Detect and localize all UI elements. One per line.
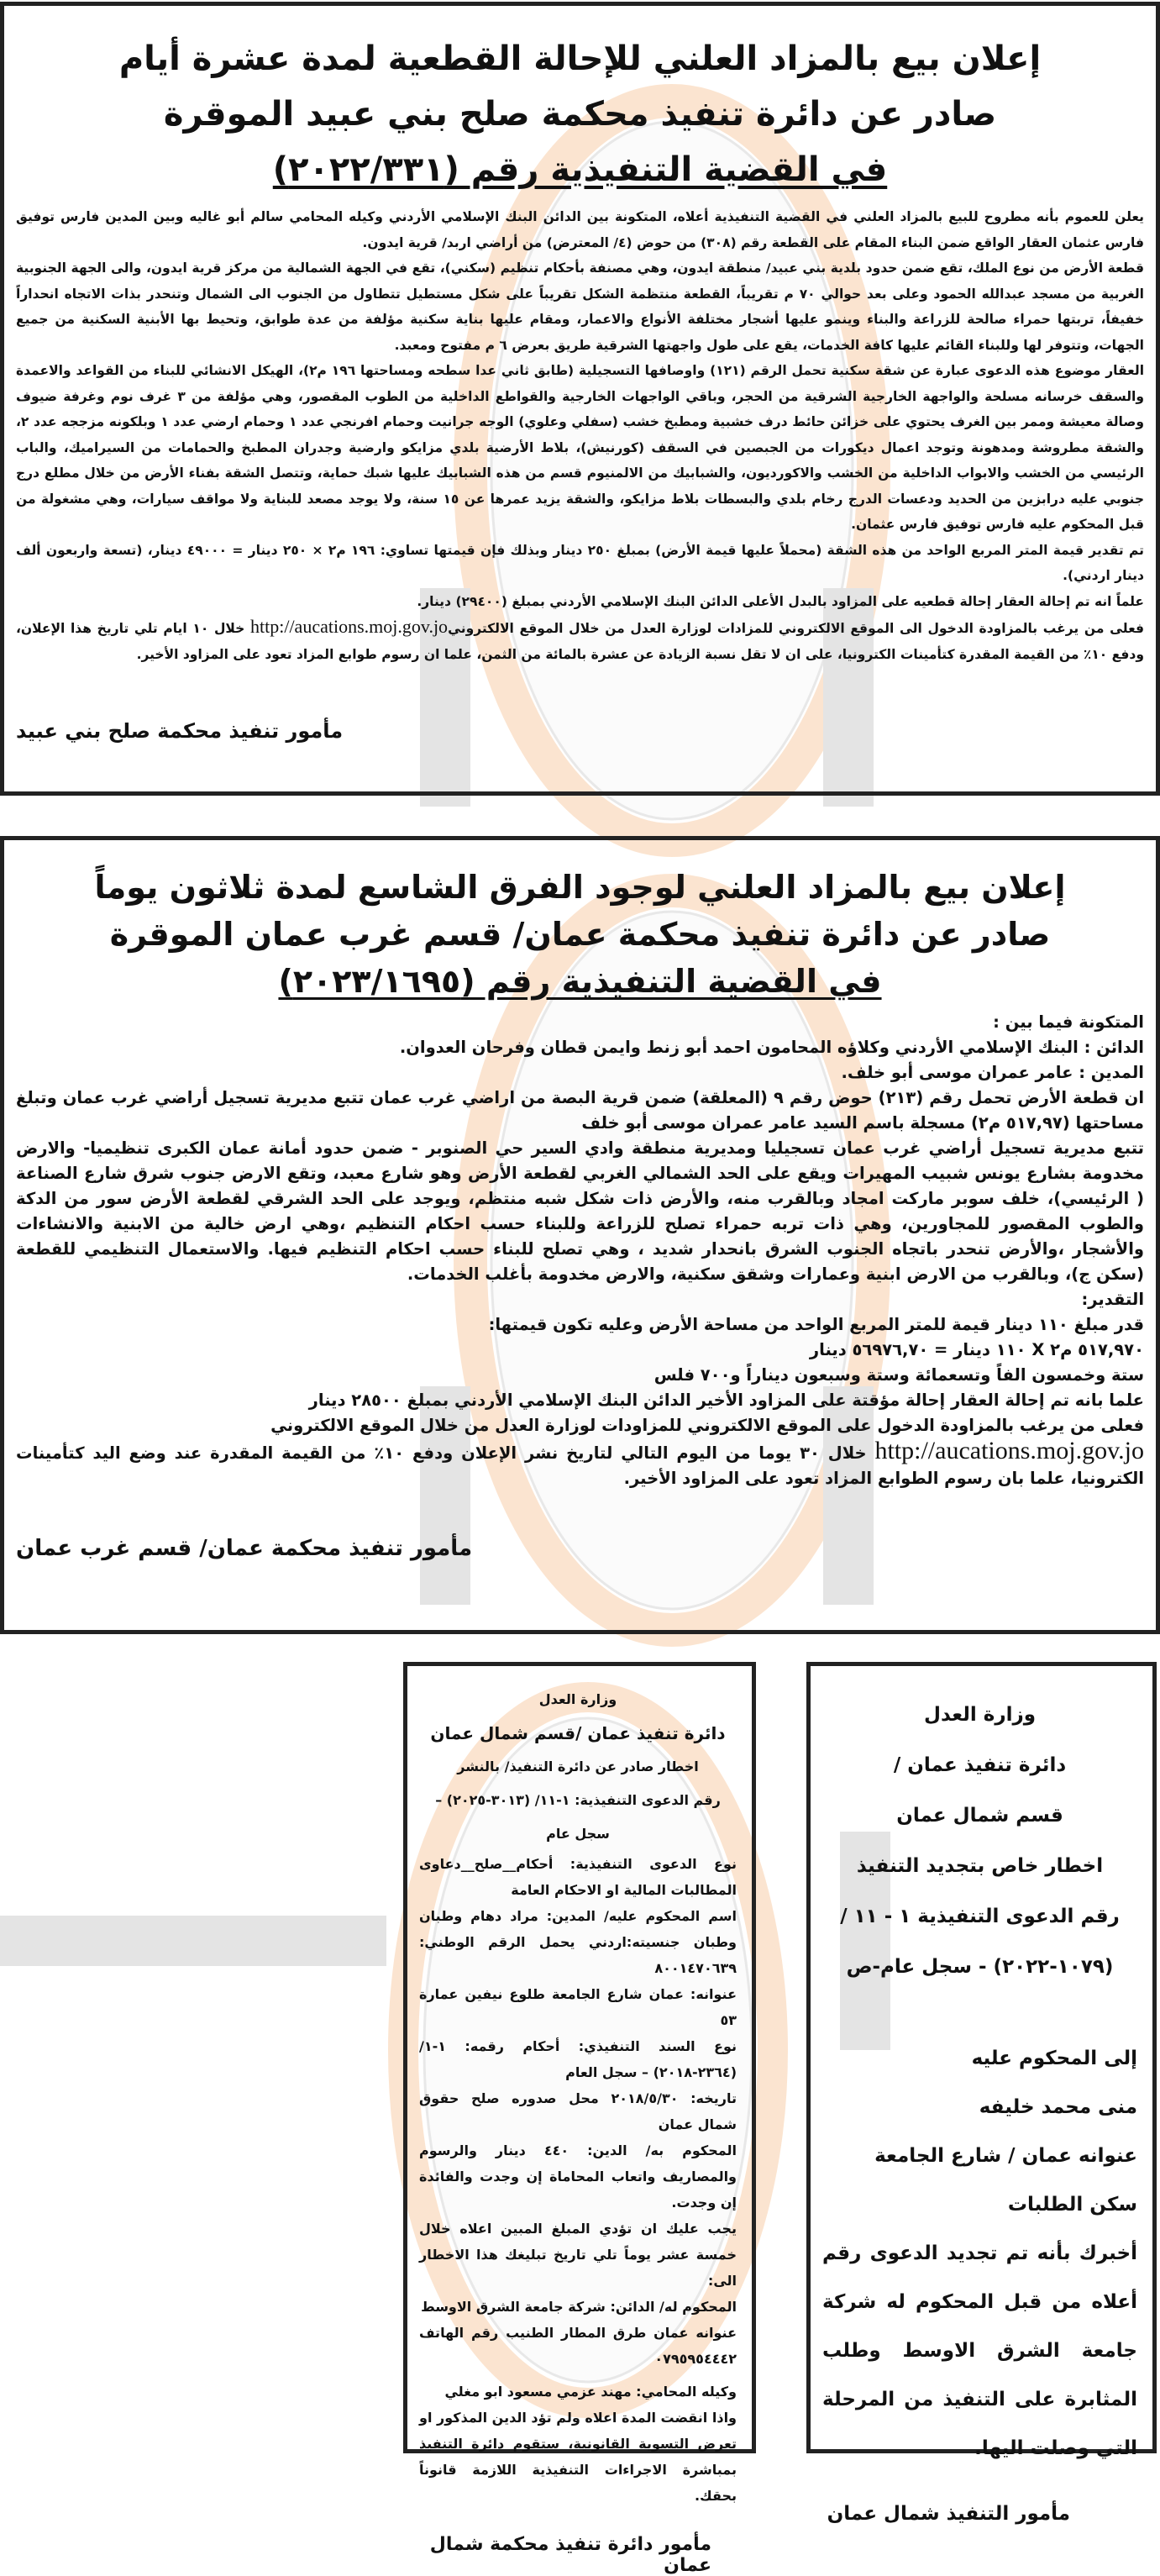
notice-paragraph: تم تقدير قيمة المتر المربع الواحد من هذه الشقة (محملاً عليها قيمة الأرض) بمبلغ ٢٥٠ دينار وبذلك فإن قيمتها تساوي: ١٩٦ م٢ × ٢٥٠ دينار = ٤٩٠٠٠ دينار، (تسعة واربعون ألف دينار اردني). xyxy=(16,542,1144,583)
notice-paragraph: واذا انقضت المدة اعلاه ولم تؤد الدين المذكور او تعرض التسوية القانونية، ستقوم دائرة التنفيذ بمباشرة الاجراءات التنفيذية اللازمة قانوناً بحقك. xyxy=(419,2410,737,2504)
notice-execution-renewal xyxy=(806,1662,1157,2525)
notice-paragraph: المتكونة فيما بين : xyxy=(993,1012,1144,1032)
case-number: رقم الدعوى التنفيذية: ١-١١/ (٣٠١٣-٢٠٢٥) – xyxy=(435,1792,721,1808)
notice-paragraph: ان قطعة الأرض تحمل رقم (٢١٣) حوض رقم ٩ (المعلقة) ضمن قرية البصة من اراضي غرب عمان تتبع مديرية تسجيل أراضي غرب عمان وتبلغ مساحتها (٥١٧,٩٧ م٢) مسجلة باسم السيد عامر عمران موسى أبو خلف xyxy=(16,1088,1145,1133)
notice-subtitle: صادر عن دائرة تنفيذ محكمة صلح بني عبيد الموقرة xyxy=(163,95,997,134)
ministry-name: وزارة العدل xyxy=(538,1691,617,1707)
notice-paragraph: العقار موضوع هذه الدعوى عبارة عن شقة سكنية تحمل الرقم (١٢١) واوصافها التسجيلية (طابق ثاني عدا سطحه ومساحتها ١٩٦ م٢)، الهيكل الانشائي للبناء من القواعد والاعمدة والسقف خرسانه مسلحة والواجهة الخارجية الشرقية من الحجر، وباقي الواجهات الخارجية والقواطع الداخلية من الطوب المقصور، وهي مؤلفة من ٣ غرف نوم وغرفة ضيوف وصالة معيشة وممر بين الغرف يحتوي على خزائن حائط درف خشبية ومطبخ خشب (سفلي وعلوي) الوجه جرانيت وحمام افرنجي عدد ١ وحمام ارضي عدد ١ وبلكونه مزججه عدد ٢، والشقة مطروشة ومدهونة وتوجد اعمال ديكورات من الجبصين في السقف (كورنيش)، بلاط الأرضية بلدي مزايكو وارضية وجدران المطبخ والحمامات من السيراميك، والباب الرئيسي من الخشب والابواب الداخلية من الخشب والاكورديون، والشبابيك من الالمنيوم قسم من هذه الشبابيك عليها شبك حماية، وتتصل الشقة بفناء الأرض من خلال مطلع درج جنوبي عليه درابزين من الحديد ودعسات الدرج رخام بلدي والبسطات بلاط مزايكو، والشقة يزيد عمرها عن ١٥ سنة، ولا يوجد مصعد للبناية ولا مواقف سيارات، وهي مشغولة من قبل المحكوم عليه فارس توفيق فارس عثمان. xyxy=(16,363,1145,532)
notice-paragraph: يجب عليك ان تؤدي المبلغ المبين اعلاه خلال خمسة عشر يوماً تلي تاريخ تبليغك هذا الاخطار الى: xyxy=(419,2221,737,2289)
notice-paragraph: عنوانه عمان / شارع الجامعة xyxy=(874,2145,1137,2167)
auction-instructions xyxy=(16,1438,1144,1491)
notice-paragraph: سكن الطلبات xyxy=(1007,2194,1137,2216)
ministry-name: وزارة العدل xyxy=(924,1704,1036,1726)
notice-paragraph: علماً انه تم إحالة العقار إحالة قطعيه على المزاود بالبدل الأعلى الدائن البنك الإسلامي الأردني بمبلغ (٢٩٤٠٠) دينار. xyxy=(417,593,1144,609)
department-name: دائرة تنفيذ عمان /قسم شمال عمان xyxy=(430,1723,726,1743)
auction-instructions xyxy=(16,614,1144,667)
notice-title: اخطار صادر عن دائرة التنفيذ/ بالنشر xyxy=(457,1759,699,1774)
notice-paragraph: المحكوم له/ الدائن: شركة جامعة الشرق الاوسط xyxy=(421,2299,737,2315)
notice-paragraph: منى محمد خليفه xyxy=(979,2096,1137,2118)
notice-subtitle: صادر عن دائرة تنفيذ محكمة عمان/ قسم غرب عمان الموقرة xyxy=(109,916,1051,953)
notice-title: اخطار خاص بتجديد التنفيذ xyxy=(856,1855,1104,1877)
notice-paragraph: المدين : عامر عمران موسى أبو خلف. xyxy=(841,1063,1144,1082)
auction-text: خلال ١٠ ايام تلي تاريخ هذا الإعلان، ودفع ١٠٪ من القيمة المقدرة كتأمينات الكترونيا، على ان لا تقل نسبة الزيادة عن عشرة بالمائة من الثمن، علما ان رسوم طوابع المزاد تعود على المزاود الأخير. xyxy=(16,621,1144,662)
auction-url-link[interactable]: http://aucations.moj.gov.jo xyxy=(250,616,449,637)
notice-paragraph: قطعة الأرض من نوع الملك، تقع ضمن حدود بلدية بني عبيد/ منطقة ايدون، وهي مصنفة بأحكام تنظيم (سكني)، تقع في الجهة الشمالية من مركز قرية ايدون، والى الجهة الجنوبية الغربية من مسجد عبدالله الحمود وعلى بعد حوالي ٧٠ م تقريباً، القطعة منتظمة الشكل تقريباً على شكل مستطيل تتطاول من الجنوب الى الشمال وتنحدر بذات الاتجاه انحداراً خفيفاً، تربتها حمراء صالحة للزراعة والبناء وينمو عليها أشجار مختلفة الأنواع والاعمار، ومقام عليها بناية سكنية مؤلفة من عدة طوابق، وتحيط بها الأبنية السكنية من جميع الجهات، وتتوفر لها وللبناء القائم عليها كافة الخدمات، يقع على طول واجهتها الشرقية طريق بعرض ٦ م مفتوح ومعبد. xyxy=(16,260,1144,353)
auction-url-link[interactable]: http://aucations.moj.gov.jo xyxy=(874,1437,1144,1464)
department-name: دائرة تنفيذ عمان / xyxy=(893,1754,1067,1776)
notice-paragraph: فعلى من يرغب بالمزاودة الدخول على الموقع الالكتروني للمزاودات لوزارة العدل من خلال الموقع الالكتروني xyxy=(270,1416,1144,1435)
notice-title: إعلان بيع بالمزاد العلني للإحالة القطعية لمدة عشرة أيام xyxy=(118,39,1042,78)
auction-text: خلال ٣٠ يوما من اليوم التالي لتاريخ نشر الإعلان ودفع ١٠٪ من القيمة المقدرة عند وضع اليد كتأمينات الكترونيا، علما بان رسوم الطوابع المزاد تعود على المزاود الأخير. xyxy=(16,1443,1144,1488)
notice-paragraph: وكيله المحامي: مهند عزمي مسعود ابو مغلي xyxy=(444,2384,737,2400)
notice-paragraph: تاريخه: ٢٠١٨/٥/٣٠ محل صدوره صلح حقوق شمال عمان xyxy=(419,2090,737,2132)
case-number: رقم الدعوى التنفيذية ١ - ١١ / xyxy=(840,1906,1120,1927)
notice-paragraph: أخبرك بأنه تم تجديد الدعوى رقم أعلاه من قبل المحكوم له شركة جامعة الشرق الاوسط وطلب المثابرة على التنفيذ من المرحلة التي وصلت اليها. xyxy=(822,2242,1137,2459)
auction-text: فعلى من يرغب بالمزاودة الدخول الى الموقع الالكتروني للمزادات لوزارة العدل من خلال الموقع الالكتروني xyxy=(448,621,1144,636)
notice-paragraph: ستة وخمسون الفاً وتسعمائة وستة وسبعون ديناراً و٧٠٠ فلس xyxy=(653,1365,1144,1385)
notice-paragraph: عنوانه عمان طرق المطار الطنيب رقم الهاتف ٠٧٩٥٩٥٤٤٤٢ xyxy=(419,2325,737,2367)
notice-paragraph: نوع الدعوى التنفيذية: أحكام__صلح__دعاوى المطالبات المالية او الاحكام العامة xyxy=(419,1856,737,1898)
notice-paragraph: يعلن للعموم بأنه مطروح للبيع بالمزاد العلني في القضية التنفيذية أعلاه، المتكونة بين الدائن البنك الإسلامي الأردني وكيله المحامي سالم أبو غاليه وبين المدين فارس توفيق فارس عثمان العقار الواقع ضمن البناء المقام على القطعة رقم (٣٠٨) من حوض (٤/ المعترض) من أراضي اربد/ قرية ايدون. xyxy=(16,209,1144,250)
signature: مأمور تنفيذ محكمة عمان/ قسم غرب عمان xyxy=(16,1536,473,1561)
notice-paragraph: الدائن : البنك الإسلامي الأردني وكلاؤه المحامون احمد أبو زنط وايمن قطان وفرحان العدوان. xyxy=(399,1038,1144,1057)
notice-paragraph: نوع السند التنفيذي: أحكام رقمه: ١-١/ (٢٣٦٤-٢٠١٨) – سجل العام xyxy=(419,2038,737,2080)
notice-auction-west-amman xyxy=(0,836,1160,1634)
notice-paragraph: التقدير: xyxy=(1081,1290,1144,1309)
section-name: قسم شمال عمان xyxy=(896,1805,1063,1827)
registry: سجل عام xyxy=(546,1826,610,1842)
notice-paragraph: اسم المحكوم عليه/ المدين: مراد دهام وطبان وطبان جنسيته:اردني يحمل الرقم الوطني: ٨٠٠١٤٧٠٦٣٩ xyxy=(419,1908,737,1976)
notice-auction-bani-obeid xyxy=(0,2,1160,796)
notice-north-amman-publication xyxy=(403,1662,756,2576)
case-number-registry: (١٠٧٩-٢٠٢٢) - سجل عام-ص xyxy=(846,1956,1114,1978)
notice-paragraph: ٥١٧,٩٧٠ م٢ X ١١٠ دينار = ٥٦٩٧٦,٧٠ دينار xyxy=(809,1340,1144,1359)
signature: مأمور التنفيذ شمال عمان xyxy=(827,2503,1070,2525)
case-number: في القضية التنفيذية رقم (٢٠٢٢/٣٣١) xyxy=(272,150,888,189)
notice-paragraph: المحكوم به/ الدين: ٤٤٠ دينار والرسوم والمصاريف واتعاب المحاماة إن وجدت والفائدة إن وجدت. xyxy=(419,2142,737,2211)
notice-paragraph: تتبع مديرية تسجيل أراضي غرب عمان تسجيليا ومديرية منطقة وادي السير حي الصنوبر - ضمن حدود أمانة عمان الكبرى تنظيميا- والارض مخدومة بشارع يونس شبيب المهيرات ويقع على الحد الشمالي الغربي لقطعة الأرض وهو شارع معبد، وتقع الارض جنوب شرق شارع الصناعة ( الرئيسي)، خلف سوبر ماركت امجاد وبالقرب منه، والأرض ذات شكل شبه منتظم، ويوجد على الحد الشرقي لقطعة الأرض سور من الدكة والطوب المقصور للمجاورين، وهي ذات تربه حمراء تصلح للزراعة وللبناء حسب احكام التنظيم ،وهي ارض خالية من الابنية والانشاءات والأشجار ،والأرض تنحدر باتجاه الجنوب الشرق بانحدار شديد ، وهي تصلح للبناء حسب احكام التنظيم فيها. والاستعمال التنظيمي للقطعة (سكن ج)، وبالقرب من الارض ابنية وعمارات وشقق سكنية، والارض مخدومة بأغلب الخدمات. xyxy=(16,1138,1144,1284)
notice-title: إعلان بيع بالمزاد العلني لوجود الفرق الشاسع لمدة ثلاثون يوماً xyxy=(94,869,1066,906)
notice-paragraph: علما بانه تم إحالة العقار إحالة مؤقتة على المزاود الأخير الدائن البنك الإسلامي الأردني بمبلغ ٢٨٥٠٠ دينار xyxy=(308,1391,1144,1410)
signature: مأمور دائرة تنفيذ محكمة شمال عمان xyxy=(429,2534,711,2576)
notice-paragraph: إلى المحكوم عليه xyxy=(971,2048,1137,2069)
notice-paragraph: عنوانه: عمان شارع الجامعة طلوع نيفين عمارة ٥٣ xyxy=(419,1986,737,2028)
case-number: في القضية التنفيذية رقم (٢٠٢٣/١٦٩٥) xyxy=(278,963,882,1000)
notice-paragraph: قدر مبلغ ١١٠ دينار قيمة للمتر المربع الواحد من مساحة الأرض وعليه تكون قيمتها: xyxy=(488,1315,1144,1334)
signature: مأمور تنفيذ محكمة صلح بني عبيد xyxy=(16,719,344,743)
